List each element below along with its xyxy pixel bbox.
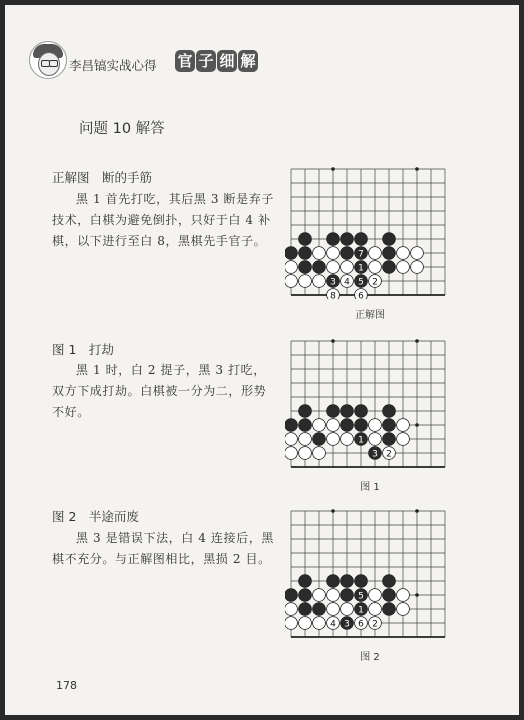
white-stone xyxy=(313,589,326,602)
black-stone xyxy=(355,233,368,246)
black-stone xyxy=(299,575,312,588)
star-point xyxy=(331,509,335,513)
white-stone xyxy=(397,419,410,432)
title-char: 细 xyxy=(217,50,237,72)
black-stone xyxy=(285,247,297,260)
move-number-label: 6 xyxy=(358,619,364,630)
author-portrait xyxy=(29,41,67,79)
board-grid xyxy=(291,511,445,637)
book-page xyxy=(5,5,519,715)
white-stone xyxy=(369,603,382,616)
black-stone xyxy=(313,603,326,616)
move-number-label: 7 xyxy=(358,249,364,260)
title-char: 官 xyxy=(175,50,195,72)
move-number-label: 2 xyxy=(372,277,378,288)
white-stone xyxy=(299,447,312,460)
black-stone xyxy=(341,405,354,418)
page-number: 178 xyxy=(56,679,77,692)
white-stone xyxy=(411,247,424,260)
black-stone xyxy=(383,433,396,446)
white-stone xyxy=(369,419,382,432)
black-stone xyxy=(341,575,354,588)
go-board-diagram xyxy=(285,163,455,299)
move-number-label: 4 xyxy=(330,619,336,630)
white-stone xyxy=(285,275,297,288)
white-stone xyxy=(313,617,326,630)
move-number-label: 5 xyxy=(358,277,364,288)
black-stone xyxy=(383,233,396,246)
white-stone xyxy=(313,419,326,432)
star-point xyxy=(415,339,419,343)
black-stone xyxy=(299,419,312,432)
section-text: 黑 3 是错误下法，白 4 连接后，黑棋不充分。与正解图相比，黑损 2 目。 xyxy=(52,531,274,566)
white-stone xyxy=(397,603,410,616)
white-stone xyxy=(327,589,340,602)
black-stone xyxy=(341,233,354,246)
white-stone xyxy=(327,247,340,260)
move-number-label: 4 xyxy=(344,277,350,288)
white-stone xyxy=(285,447,297,460)
white-stone xyxy=(369,261,382,274)
black-stone xyxy=(285,419,297,432)
move-number-label: 8 xyxy=(330,291,336,299)
black-stone xyxy=(383,603,396,616)
board-grid xyxy=(291,341,445,467)
white-stone xyxy=(327,433,340,446)
move-number-label: 3 xyxy=(330,277,336,288)
white-stone xyxy=(299,617,312,630)
black-stone xyxy=(341,247,354,260)
white-stone xyxy=(397,589,410,602)
problem-heading: 问题 10 解答 xyxy=(79,121,165,137)
black-stone xyxy=(299,247,312,260)
star-point xyxy=(415,423,419,427)
star-point xyxy=(415,509,419,513)
go-board-diagram xyxy=(285,335,455,471)
move-number-label: 1 xyxy=(358,605,364,616)
book-header xyxy=(29,41,329,77)
title-char: 解 xyxy=(238,50,258,72)
black-stone xyxy=(383,419,396,432)
board-grid xyxy=(291,169,445,295)
move-number-label: 1 xyxy=(358,263,364,274)
white-stone xyxy=(341,433,354,446)
white-stone xyxy=(397,433,410,446)
move-number-label: 5 xyxy=(358,591,364,602)
star-point xyxy=(331,167,335,171)
white-stone xyxy=(285,433,297,446)
white-stone xyxy=(313,275,326,288)
series-title: 李昌镐实战心得 xyxy=(69,58,157,73)
diagram-caption: 图 1 xyxy=(360,482,380,493)
white-stone xyxy=(369,433,382,446)
title-char: 子 xyxy=(196,50,216,72)
black-stone xyxy=(327,233,340,246)
white-stone xyxy=(285,261,297,274)
white-stone xyxy=(369,247,382,260)
black-stone xyxy=(327,405,340,418)
black-stone xyxy=(299,405,312,418)
white-stone xyxy=(397,247,410,260)
move-number-label: 3 xyxy=(372,449,378,460)
section-title: 图 2 半途而废 xyxy=(52,509,139,524)
black-stone xyxy=(313,433,326,446)
white-stone xyxy=(327,261,340,274)
black-stone xyxy=(341,419,354,432)
move-number-label: 1 xyxy=(358,435,364,446)
white-stone xyxy=(327,603,340,616)
white-stone xyxy=(285,603,297,616)
black-stone xyxy=(383,405,396,418)
black-stone xyxy=(299,261,312,274)
black-stone xyxy=(383,261,396,274)
move-number-label: 2 xyxy=(386,449,392,460)
book-title xyxy=(175,50,258,72)
section-text: 黑 1 时，白 2 提子，黑 3 打吃，双方下成打劫。白棋被一分为二，形势不好。 xyxy=(52,363,267,419)
move-number-label: 3 xyxy=(344,619,350,630)
star-point xyxy=(415,167,419,171)
white-stone xyxy=(313,447,326,460)
black-stone xyxy=(355,575,368,588)
black-stone xyxy=(383,575,396,588)
black-stone xyxy=(355,419,368,432)
white-stone xyxy=(341,603,354,616)
black-stone xyxy=(383,247,396,260)
white-stone xyxy=(299,433,312,446)
white-stone xyxy=(299,275,312,288)
section-title: 图 1 打劫 xyxy=(52,342,114,357)
white-stone xyxy=(285,617,297,630)
black-stone xyxy=(299,603,312,616)
white-stone xyxy=(341,261,354,274)
black-stone xyxy=(383,589,396,602)
move-number-label: 2 xyxy=(372,619,378,630)
black-stone xyxy=(313,261,326,274)
diagram-caption: 正解图 xyxy=(355,310,385,321)
move-number-label: 6 xyxy=(358,291,364,299)
black-stone xyxy=(299,233,312,246)
white-stone xyxy=(327,419,340,432)
black-stone xyxy=(327,575,340,588)
black-stone xyxy=(285,589,297,602)
white-stone xyxy=(369,589,382,602)
go-board-diagram xyxy=(285,505,455,641)
white-stone xyxy=(397,261,410,274)
white-stone xyxy=(313,247,326,260)
white-stone xyxy=(411,261,424,274)
section-title: 正解图 断的手筋 xyxy=(52,170,153,185)
star-point xyxy=(415,593,419,597)
star-point xyxy=(331,339,335,343)
black-stone xyxy=(355,405,368,418)
diagram-caption: 图 2 xyxy=(360,652,380,663)
black-stone xyxy=(341,589,354,602)
section-text: 黑 1 首先打吃，其后黑 3 断是弃子技术，白棋为避免倒扑，只好于白 4 补棋，以下进行至白 8，黑棋先手官子。 xyxy=(52,192,274,248)
black-stone xyxy=(299,589,312,602)
